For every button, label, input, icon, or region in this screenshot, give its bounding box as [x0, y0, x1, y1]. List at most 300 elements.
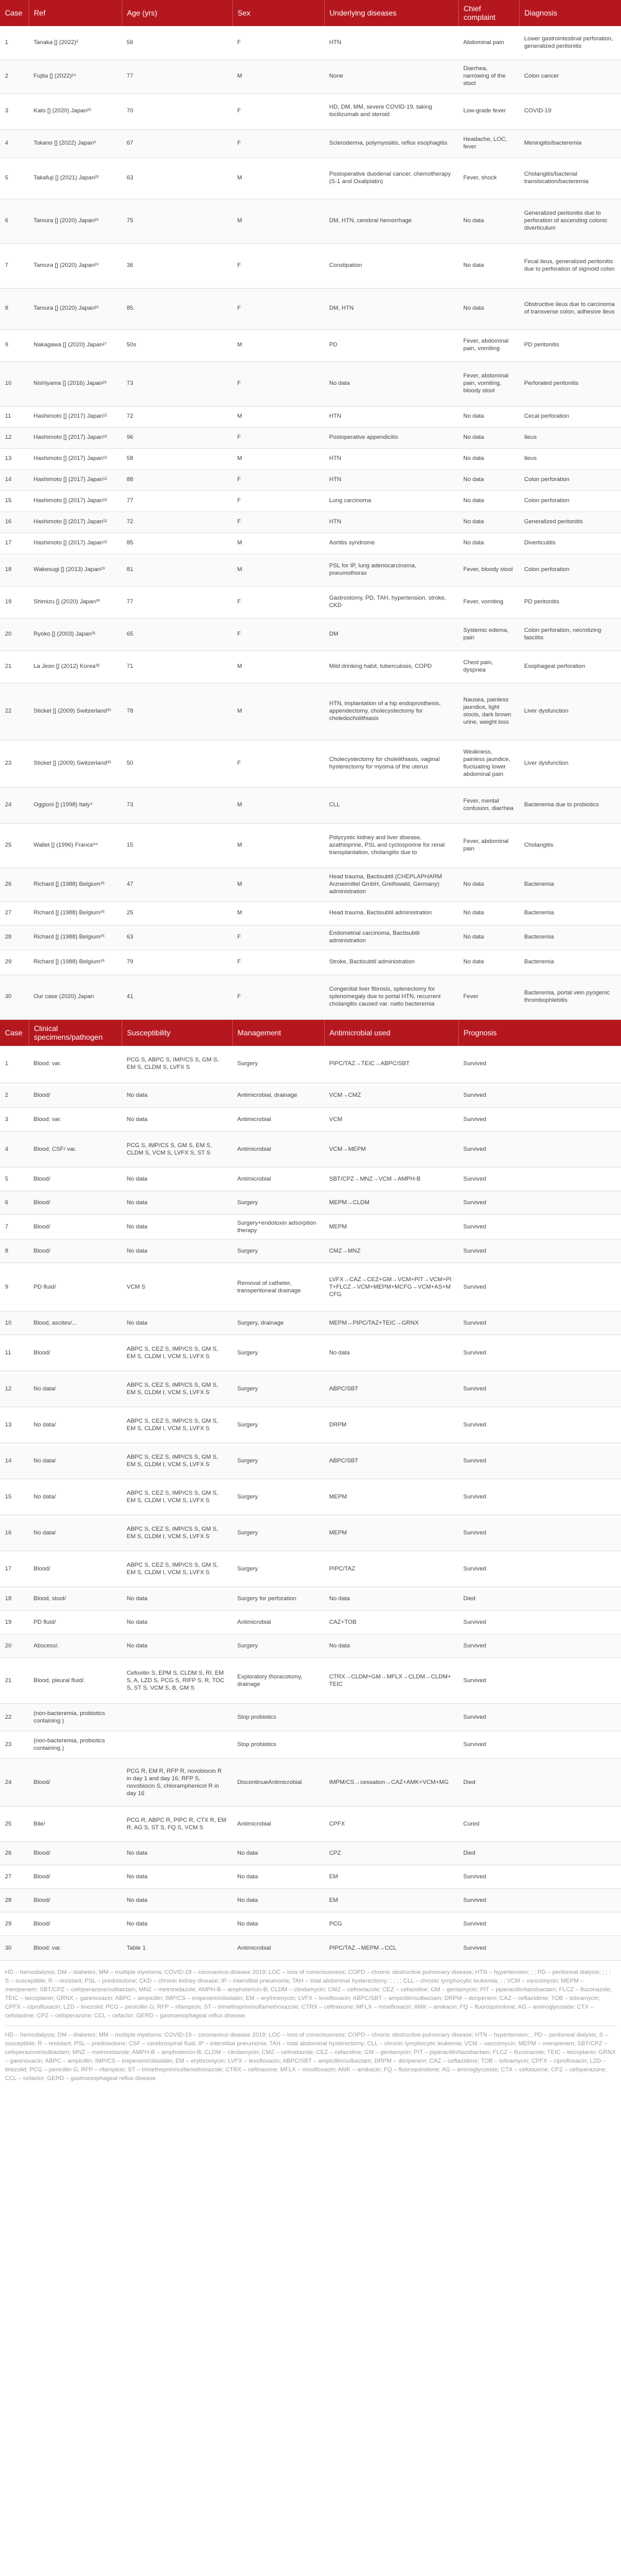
cell-underlying-diseases: Constipation: [324, 243, 458, 288]
cell-sex: M: [232, 60, 324, 93]
cell-prognosis: Survived: [458, 1658, 621, 1704]
cell-age: 71: [122, 651, 232, 683]
cell-case: 30: [0, 1936, 29, 1961]
table-row: [0, 868, 621, 901]
cell-ref: Sticket [] (2009) Switzerland³³: [29, 683, 122, 740]
table-row: [0, 427, 621, 448]
cell-prognosis: Survived: [458, 1731, 621, 1759]
cell-diagnosis: PD peritonitis: [519, 586, 621, 618]
cell-underlying-diseases: Gastrostomy, PD, TAH, hypertension, stroke, CKD: [324, 586, 458, 618]
cell-sex: F: [232, 490, 324, 511]
cell-underlying-diseases: HTN: [324, 448, 458, 469]
cell-specimen: No data/: [29, 1371, 122, 1407]
cell-management: Surgery: [232, 1240, 324, 1263]
cell-underlying-diseases: Stroke, Bactisubtil administration: [324, 950, 458, 975]
cell-case: 22: [0, 683, 29, 740]
cell-prognosis: Survived: [458, 1443, 621, 1479]
cell-age: 79: [122, 950, 232, 975]
table-row: [0, 1108, 621, 1132]
cell-underlying-diseases: HTN: [324, 469, 458, 490]
cell-antimicrobial: VCM→MEPM: [324, 1132, 458, 1168]
table-row: [0, 511, 621, 533]
cell-antimicrobial: IMPM/CS→cessation→CAZ+AMK+VCM+MG: [324, 1759, 458, 1807]
cell-specimen: Blood/: [29, 1240, 122, 1263]
cell-case: 19: [0, 1611, 29, 1634]
table-row: [0, 533, 621, 554]
cell-susceptibility: No data: [122, 1083, 232, 1108]
cell-management: Surgery+endotoxin adsorption therapy: [232, 1215, 324, 1240]
cell-management: Antimicrobial, drainage: [232, 1083, 324, 1108]
cell-sex: F: [232, 586, 324, 618]
cell-case: 16: [0, 1515, 29, 1551]
cell-case: 11: [0, 406, 29, 427]
cell-chief-complaint: Fever, shock: [458, 158, 519, 199]
cell-sex: M: [232, 448, 324, 469]
cell-ref: Takafuji [] (2021) Japan²⁵: [29, 158, 122, 199]
table-row: [0, 1371, 621, 1407]
cell-case: 6: [0, 1191, 29, 1215]
cell-case: 5: [0, 1168, 29, 1191]
cell-prognosis: Survived: [458, 1515, 621, 1551]
cell-ref: Tokano [] (2022) Japan⁶: [29, 129, 122, 158]
cell-specimen: Blood/: [29, 1191, 122, 1215]
cell-prognosis: Survived: [458, 1263, 621, 1312]
cell-underlying-diseases: Endometrial carcinoma, Bactisubtil administration: [324, 925, 458, 950]
cell-sex: F: [232, 950, 324, 975]
cell-susceptibility: ABPC S, CEZ S, IMP/CS S, GM S, EM S, CLDM I, VCM S, LVFX S: [122, 1371, 232, 1407]
cell-chief-complaint: Headache, LOC, fever: [458, 129, 519, 158]
cell-antimicrobial: PIPC/TAZ: [324, 1551, 458, 1587]
cell-underlying-diseases: DM: [324, 618, 458, 651]
cell-management: Antimicrobial: [232, 1168, 324, 1191]
table-row: [0, 1807, 621, 1842]
cell-chief-complaint: Abdominal pain: [458, 26, 519, 60]
cell-diagnosis: Colon perforation: [519, 469, 621, 490]
cell-case: 22: [0, 1704, 29, 1731]
cell-ref: Richard [] (1988) Belgium³⁵: [29, 901, 122, 925]
cell-diagnosis: Obstructive ileus due to carcinoma of transverse colon, adhesive ileus: [519, 288, 621, 329]
cell-susceptibility: Cefoxitin S, EPM S, CLDM S, RI, EM S, A, LZD S, PCG S, RIFP S, R, TOC S, ST S, VCM S, B, GM S: [122, 1658, 232, 1704]
cell-ref: Hashimoto [] (2017) Japan¹²: [29, 490, 122, 511]
cell-sex: F: [232, 243, 324, 288]
cell-case: 24: [0, 1759, 29, 1807]
table-row: [0, 1587, 621, 1611]
cell-management: Removal of catheter, transperitoneal drainage: [232, 1263, 324, 1312]
cell-antimicrobial: VCM: [324, 1108, 458, 1132]
cell-case: 11: [0, 1335, 29, 1371]
cell-antimicrobial: MEPM→CLDM: [324, 1191, 458, 1215]
cell-specimen: Blood: var.: [29, 1046, 122, 1083]
cell-chief-complaint: No data: [458, 950, 519, 975]
cell-case: 1: [0, 26, 29, 60]
table-row: [0, 975, 621, 1019]
cell-management: Stop probiotics: [232, 1731, 324, 1759]
cell-susceptibility: No data: [122, 1842, 232, 1865]
cell-ref: Kato [] (2020) Japan²⁵: [29, 93, 122, 129]
cell-diagnosis: Liver dysfunction: [519, 683, 621, 740]
table-row: [0, 1132, 621, 1168]
cell-prognosis: Survived: [458, 1215, 621, 1240]
cell-sex: F: [232, 975, 324, 1019]
cell-prognosis: Survived: [458, 1407, 621, 1443]
cell-management: Stop probiotics: [232, 1704, 324, 1731]
column-header-antimicrobial: Antimicrobial used: [324, 1020, 458, 1046]
cell-antimicrobial: DRPM: [324, 1407, 458, 1443]
column-header-prognosis: Prognosis: [458, 1020, 621, 1046]
cell-antimicrobial: PCG: [324, 1912, 458, 1936]
cell-age: 77: [122, 490, 232, 511]
cell-specimen: Blood, ascites/...: [29, 1312, 122, 1335]
cell-age: 67: [122, 129, 232, 158]
table-row: [0, 950, 621, 975]
cell-management: Antimicrobial: [232, 1611, 324, 1634]
cell-sex: F: [232, 925, 324, 950]
cell-management: No data: [232, 1889, 324, 1912]
cell-age: 72: [122, 511, 232, 533]
cell-antimicrobial: CMZ→MNZ: [324, 1240, 458, 1263]
column-header-susceptibility: Susceptibility: [122, 1020, 232, 1046]
table-row: [0, 1407, 621, 1443]
cell-chief-complaint: Nausea, painless jaundice, light stools, dark brown urine, weight loss: [458, 683, 519, 740]
cell-management: Surgery: [232, 1371, 324, 1407]
cell-chief-complaint: No data: [458, 469, 519, 490]
cell-ref: Hashimoto [] (2017) Japan¹²: [29, 406, 122, 427]
cell-prognosis: Survived: [458, 1479, 621, 1515]
cell-diagnosis: Generalized peritonitis due to perforation of ascending colonic diverticulum: [519, 199, 621, 243]
cell-chief-complaint: No data: [458, 490, 519, 511]
cell-sex: M: [232, 158, 324, 199]
cell-underlying-diseases: HTN: [324, 406, 458, 427]
cell-chief-complaint: No data: [458, 406, 519, 427]
cell-ref: Richard [] (1988) Belgium³⁵: [29, 925, 122, 950]
cell-susceptibility: No data: [122, 1215, 232, 1240]
cell-underlying-diseases: Congenital liver fibrosis, splenectomy for splenomegaly due to portal HTN, recurrent cholangitis caused var. natto bacteremia: [324, 975, 458, 1019]
cell-underlying-diseases: Head trauma, Bactisubtil (CHEPLAPHARM Arzneimittel GmbH, Greifswald, Germany) administration: [324, 868, 458, 901]
cell-prognosis: Survived: [458, 1889, 621, 1912]
cell-antimicrobial: [324, 1731, 458, 1759]
table-row: [0, 1191, 621, 1215]
cell-underlying-diseases: Mild drinking habit, tuberculosis, COPD: [324, 651, 458, 683]
table-row: [0, 1046, 621, 1083]
cell-sex: M: [232, 554, 324, 586]
cell-sex: F: [232, 26, 324, 60]
cell-prognosis: Survived: [458, 1335, 621, 1371]
cell-sex: F: [232, 129, 324, 158]
cell-age: 75: [122, 199, 232, 243]
cell-chief-complaint: No data: [458, 901, 519, 925]
table-row: [0, 554, 621, 586]
cell-specimen: (non-bacteremia, probiotics containing ): [29, 1704, 122, 1731]
table-header-row: [0, 1020, 621, 1046]
cell-prognosis: Survived: [458, 1132, 621, 1168]
cell-prognosis: Survived: [458, 1108, 621, 1132]
cell-prognosis: Survived: [458, 1083, 621, 1108]
cell-age: 47: [122, 868, 232, 901]
cell-susceptibility: ABPC S, CEZ S, IMP/CS S, GM S, EM S, CLDM I, VCM S, LVFX S: [122, 1479, 232, 1515]
table-row: [0, 1634, 621, 1658]
cell-underlying-diseases: Lung carcinoma: [324, 490, 458, 511]
cell-underlying-diseases: CLL: [324, 787, 458, 823]
cell-antimicrobial: MEPM: [324, 1479, 458, 1515]
cell-management: No data: [232, 1842, 324, 1865]
cell-chief-complaint: No data: [458, 288, 519, 329]
cell-underlying-diseases: Cholecystectomy for cholelithiasis, vaginal hysterectomy for myoma of the uterus: [324, 740, 458, 787]
table-header-row: [0, 0, 621, 26]
table-row: [0, 1215, 621, 1240]
cell-antimicrobial: CTRX→CLDM+GM→MFLX→CLDM→CLDM+TEIC: [324, 1658, 458, 1704]
footnote-abbreviations-repeat: HD – hemodialysis; DM – diabetes; MM – multiple myeloma; COVID-19 – coronavirus disease 2019; LOC – loss of consciousness; COPD – chronic obstructive pulmonary disease; HTN – hypertension; ; PD – peritoneal dialysis; S – susceptible; R – resistant; PSL – prednisolone; CSF – cerebrospinal fluid; IP – interstitial pneumonia; TAH – total abdominal hysterectomy; CLL – chronic lymphocytic leukemia; VCM – vancomycin; MEPM – meropenem; SBT/CPZ – cefoperazone/sulbactam; MNZ – metronidazole; AMPH-B – amphotericin-B; CLDM – clindamycin; CMZ – cefmetazole; CEZ – cefazoline; GM – gentamycin; PIT – piperacillin/tazobactam; FLCZ – fluconazole; TEIC – teicoplanin; GRNX – garenoxacin; ABPC – ampicillin; IMP/CS – imipenem/cilastatin; EM – erythromycin; LVFX – levofloxacin; ABPC/SBT – ampicillin/sulbactam; DRPM – doripenem; CAZ – ceftazidime; TOB – tobramycin; CPFX – ciprofloxacin; LZD – linezolid; PCG – penicillin G; RFP – rifampicin; ST – trimethoprim/sulfamethoxazole; CTRX – ceftriaxone; MFLX – moxifloxacin; AMK – amikacin; FQ – fluoroquinolone; AG – aminoglycoside; CTX – cefotaxime; CPZ – cefoperazone; CCL – cefaclor; GERD – gastroesophageal reflux disease.: [5, 2032, 616, 2082]
cell-chief-complaint: Fever, abdominal pain, vomiting, bloody stool: [458, 361, 519, 406]
table-row: [0, 823, 621, 868]
cell-case: 17: [0, 1551, 29, 1587]
cell-underlying-diseases: HTN: [324, 511, 458, 533]
cell-ref: Hashimoto [] (2017) Japan¹²: [29, 448, 122, 469]
cell-case: 9: [0, 329, 29, 361]
cell-antimicrobial: No data: [324, 1634, 458, 1658]
cell-age: 50s: [122, 329, 232, 361]
column-header-management: Management: [232, 1020, 324, 1046]
cell-diagnosis: Colon perforation, necrotizing fasciitis: [519, 618, 621, 651]
cell-case: 21: [0, 1658, 29, 1704]
cell-antimicrobial: CPZ: [324, 1842, 458, 1865]
table-row: [0, 1704, 621, 1731]
table-row: [0, 1312, 621, 1335]
cell-prognosis: Cured: [458, 1807, 621, 1842]
cell-ref: Wakesugi [] (2013) Japan²⁹: [29, 554, 122, 586]
cell-antimicrobial: PIPC/TAZ→MEPM→CCL: [324, 1936, 458, 1961]
cell-antimicrobial: MEPM→PIPC/TAZ+TEIC→GRNX: [324, 1312, 458, 1335]
cell-case: 13: [0, 1407, 29, 1443]
cell-chief-complaint: No data: [458, 199, 519, 243]
table-microbiology-treatment: [0, 1020, 621, 1961]
cell-specimen: Abscess/.: [29, 1634, 122, 1658]
cell-ref: Richard [] (1988) Belgium³⁵: [29, 868, 122, 901]
table-row: [0, 448, 621, 469]
cell-prognosis: Survived: [458, 1312, 621, 1335]
cell-susceptibility: ABPC S, CEZ S, IMP/CS S, GM S, EM S, CLDM I, VCM S, LVFX S: [122, 1443, 232, 1479]
cell-case: 8: [0, 1240, 29, 1263]
cell-case: 20: [0, 1634, 29, 1658]
cell-case: 7: [0, 243, 29, 288]
cell-chief-complaint: Low-grade fever: [458, 93, 519, 129]
cell-diagnosis: Bacteremia: [519, 901, 621, 925]
cell-specimen: (non-bacteremia, probiotics containing ): [29, 1731, 122, 1759]
table-row: [0, 1912, 621, 1936]
cell-ref: Sticket [] (2009) Switzerland³³: [29, 740, 122, 787]
cell-susceptibility: No data: [122, 1634, 232, 1658]
cell-management: Surgery: [232, 1515, 324, 1551]
cell-chief-complaint: Diarrhea, narrowing of the stool: [458, 60, 519, 93]
cell-chief-complaint: Fever, abdominal pain, vomiting: [458, 329, 519, 361]
cell-underlying-diseases: DM, HTN, cerebral hemorrhage: [324, 199, 458, 243]
cell-chief-complaint: Fever, bloody stool: [458, 554, 519, 586]
cell-diagnosis: Bacteremia: [519, 925, 621, 950]
cell-management: Surgery: [232, 1046, 324, 1083]
cell-age: 63: [122, 158, 232, 199]
cell-sex: M: [232, 683, 324, 740]
cell-chief-complaint: Fever: [458, 975, 519, 1019]
column-header-underlying-diseases: Underlying diseases: [324, 0, 458, 26]
cell-sex: M: [232, 651, 324, 683]
cell-prognosis: Survived: [458, 1046, 621, 1083]
cell-diagnosis: Diverticulitis: [519, 533, 621, 554]
cell-susceptibility: PCG S, ABPC S, IMP/CS S, GM S, EM S, CLDM S, LVFX S: [122, 1046, 232, 1083]
cell-specimen: Blood: var.: [29, 1936, 122, 1961]
cell-sex: M: [232, 329, 324, 361]
cell-antimicrobial: SBT/CPZ→MNZ→VCM→AMPH-B: [324, 1168, 458, 1191]
cell-ref: Oggioni [] (1998) Italy⁴: [29, 787, 122, 823]
table-row: [0, 329, 621, 361]
cell-case: 25: [0, 823, 29, 868]
cell-susceptibility: [122, 1731, 232, 1759]
cell-antimicrobial: EM: [324, 1889, 458, 1912]
table-row: [0, 490, 621, 511]
cell-underlying-diseases: Scleroderma, polymyositis, reflux esophagitis: [324, 129, 458, 158]
cell-case: 23: [0, 1731, 29, 1759]
cell-specimen: Blood: var.: [29, 1108, 122, 1132]
cell-case: 7: [0, 1215, 29, 1240]
cell-antimicrobial: VCM→CMZ: [324, 1083, 458, 1108]
cell-ref: Shimizu [] (2020) Japan³⁰: [29, 586, 122, 618]
cell-ref: Tanaka [] (2022)⁵: [29, 26, 122, 60]
cell-specimen: Blood/: [29, 1335, 122, 1371]
cell-case: 14: [0, 469, 29, 490]
cell-specimen: No data/: [29, 1443, 122, 1479]
cell-susceptibility: [122, 1704, 232, 1731]
column-header-sex: Sex: [232, 0, 324, 26]
table-row: [0, 1936, 621, 1961]
cell-susceptibility: No data: [122, 1191, 232, 1215]
cell-sex: M: [232, 868, 324, 901]
table-row: [0, 243, 621, 288]
cell-ref: Our case (2020) Japan: [29, 975, 122, 1019]
cell-antimicrobial: ABPC/SBT: [324, 1443, 458, 1479]
cell-ref: Wallet [] (1996) France³⁴: [29, 823, 122, 868]
cell-ref: Tamura [] (2020) Japan²⁶: [29, 243, 122, 288]
cell-susceptibility: No data: [122, 1108, 232, 1132]
column-header-case: Case: [0, 0, 29, 26]
cell-susceptibility: No data: [122, 1611, 232, 1634]
cell-diagnosis: Lower gastrointestinal perforation, generalized peritonitis: [519, 26, 621, 60]
cell-sex: F: [232, 361, 324, 406]
cell-sex: M: [232, 787, 324, 823]
cell-diagnosis: Cholangitis/bacterial translocation/bacteremia: [519, 158, 621, 199]
cell-specimen: Blood/: [29, 1912, 122, 1936]
cell-sex: F: [232, 288, 324, 329]
cell-case: 25: [0, 1807, 29, 1842]
cell-sex: M: [232, 533, 324, 554]
cell-prognosis: Survived: [458, 1168, 621, 1191]
table-row: [0, 1865, 621, 1889]
cell-age: 56: [122, 26, 232, 60]
table-row: [0, 740, 621, 787]
cell-diagnosis: Esophageal perforation: [519, 651, 621, 683]
cell-specimen: Blood/: [29, 1889, 122, 1912]
cell-diagnosis: Bacteremia: [519, 868, 621, 901]
table-case-characteristics: [0, 0, 621, 1020]
cell-age: 77: [122, 586, 232, 618]
cell-case: 10: [0, 1312, 29, 1335]
cell-diagnosis: COVID-19: [519, 93, 621, 129]
cell-chief-complaint: No data: [458, 533, 519, 554]
cell-underlying-diseases: HTN, implantation of a hip endoprosthesis, appendectomy, cholecystectomy for choledocholithiasis: [324, 683, 458, 740]
cell-management: Surgery: [232, 1191, 324, 1215]
cell-chief-complaint: No data: [458, 243, 519, 288]
table-row: [0, 1658, 621, 1704]
cell-specimen: Blood/: [29, 1842, 122, 1865]
cell-sex: M: [232, 406, 324, 427]
cell-ref: Richard [] (1988) Belgium³⁵: [29, 950, 122, 975]
cell-management: Antimicrobial: [232, 1807, 324, 1842]
cell-case: 29: [0, 1912, 29, 1936]
cell-age: 77: [122, 60, 232, 93]
table-row: [0, 129, 621, 158]
cell-case: 19: [0, 586, 29, 618]
cell-prognosis: Survived: [458, 1912, 621, 1936]
cell-diagnosis: Bacteremia due to probiotics: [519, 787, 621, 823]
cell-underlying-diseases: DM, HTN: [324, 288, 458, 329]
cell-age: 15: [122, 823, 232, 868]
table-row: [0, 93, 621, 129]
cell-specimen: PD fluid/: [29, 1611, 122, 1634]
cell-ref: Nakagawa [] (2020) Japan²⁷: [29, 329, 122, 361]
table-row: [0, 586, 621, 618]
cell-case: 24: [0, 787, 29, 823]
table-row: [0, 1443, 621, 1479]
table-row: [0, 158, 621, 199]
cell-case: 9: [0, 1263, 29, 1312]
cell-antimicrobial: MEPM: [324, 1515, 458, 1551]
cell-ref: Hashimoto [] (2017) Japan¹²: [29, 533, 122, 554]
table-row: [0, 901, 621, 925]
cell-specimen: Blood/: [29, 1759, 122, 1807]
cell-case: 1: [0, 1046, 29, 1083]
cell-diagnosis: Ileus: [519, 448, 621, 469]
cell-ref: Tamura [] (2020) Japan²⁶: [29, 199, 122, 243]
cell-ref: Fujita [] (2022)²⁴: [29, 60, 122, 93]
cell-case: 2: [0, 1083, 29, 1108]
cell-specimen: No data/: [29, 1407, 122, 1443]
cell-age: 96: [122, 427, 232, 448]
cell-prognosis: Survived: [458, 1371, 621, 1407]
table-row: [0, 1335, 621, 1371]
cell-diagnosis: PD peritonitis: [519, 329, 621, 361]
cell-specimen: No data/: [29, 1479, 122, 1515]
cell-chief-complaint: Chest pain, dyspnea: [458, 651, 519, 683]
cell-age: 58: [122, 448, 232, 469]
cell-susceptibility: PCG R, ABPC R, PIPC R, CTX R, EM R, AG S, ST S, FQ S, VCM S: [122, 1807, 232, 1842]
cell-susceptibility: PCG S, IMP/CS S, GM S, EM S, CLDM S, VCM S, LVFX S, ST S: [122, 1132, 232, 1168]
cell-susceptibility: No data: [122, 1912, 232, 1936]
cell-case: 12: [0, 1371, 29, 1407]
cell-sex: M: [232, 199, 324, 243]
cell-susceptibility: No data: [122, 1587, 232, 1611]
cell-diagnosis: Cholangitis: [519, 823, 621, 868]
table-row: [0, 60, 621, 93]
column-header-chief-complaint: Chief complaint: [458, 0, 519, 26]
cell-susceptibility: No data: [122, 1889, 232, 1912]
cell-diagnosis: Colon cancer: [519, 60, 621, 93]
cell-case: 21: [0, 651, 29, 683]
cell-age: 88: [122, 469, 232, 490]
cell-underlying-diseases: None: [324, 60, 458, 93]
cell-age: 81: [122, 554, 232, 586]
cell-antimicrobial: ABPC/SBT: [324, 1371, 458, 1407]
cell-ref: Tamura [] (2020) Japan²⁶: [29, 288, 122, 329]
cell-chief-complaint: Fever, vomiting: [458, 586, 519, 618]
cell-case: 15: [0, 1479, 29, 1515]
table-row: [0, 199, 621, 243]
